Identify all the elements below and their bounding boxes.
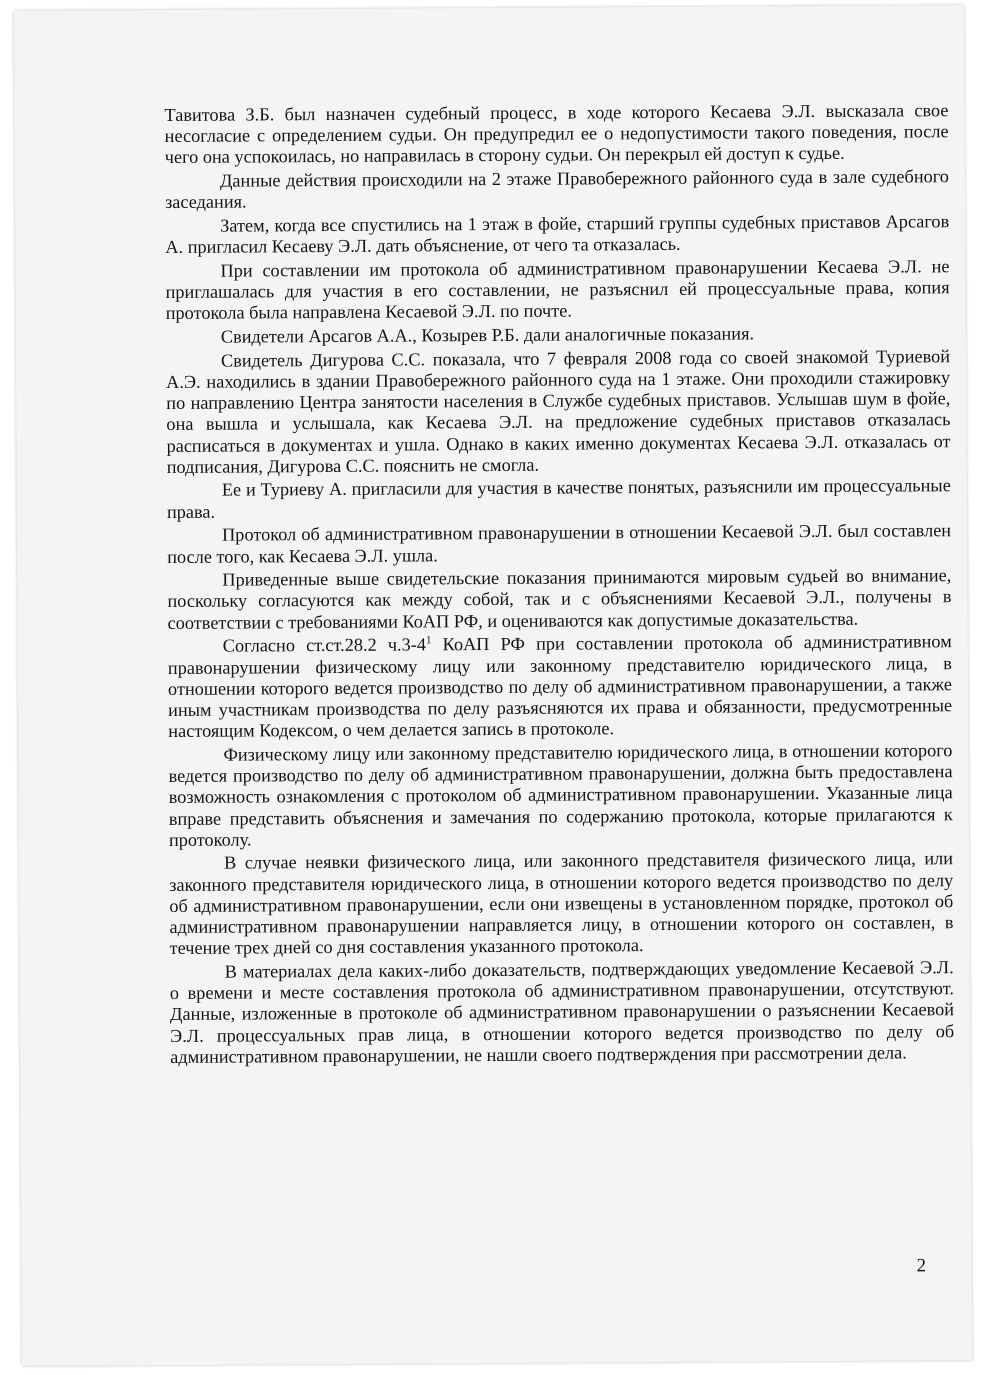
- paragraph-5: Свидетели Арсагов А.А., Козырев Р.Б. дали аналогичные показания.: [220, 323, 755, 347]
- paragraph-9: Приведенные выше свидетельские показания принимаются мировым судьей во внимание, поскольку согласуются как между собой, так и с объяснениями Кесаевой Э.Л., получены в соответствии с требованиями КоАП РФ, и оцениваются как допустимые доказательства.: [167, 565, 952, 633]
- paragraph-8: Протокол об административном правонарушении в отношении Кесаевой Э.Л. был составлен после того, как Кесаева Э.Л. ушла.: [167, 520, 952, 567]
- paragraph-1: Тавитова З.Б. был назначен судебный процесс, в ходе которого Кесаева Э.Л. высказала свое несогласие с определением судьи. Он предупредил ее о недопустимости такого поведения, после чего она успокоилась, но направилась в сторону судьи. Он перекрыл ей доступ к судье.: [164, 100, 949, 168]
- paragraph-13: В материалах дела каких-либо доказательств, подтверждающих уведомление Кесаевой Э.Л. о времени и месте составления протокола об административном правонарушении, отсутствуют. Данные, изложенные в протоколе об административном правонарушении о разъяснении Кесаевой Э.Л. процессуальных прав лица, в отношении которого ведется производство по делу об административном правонарушении, не нашли своего подтверждения при рассмотрении дела.: [169, 957, 955, 1067]
- paragraph-6: Свидетель Дигурова С.С. показала, что 7 февраля 2008 года со своей знакомой Туриевой А.Э. находились в здании Правобережного районного суда на 1 этаже. Они проходили стажировку по направлению Центра занятости населения в Службе судебных приставов. Услышав шум в фойе, она вышла и услышала, как Кесаева Э.Л. на предложение судебных приставов отказалась расписаться в документах и ушла. Однако в каких именно документах Кесаева Э.Л. отказалась от подписания, Дигурова С.С. пояснить не смогла.: [166, 345, 951, 477]
- article-text-before: Согласно ст.ст.28.2 ч.3-4: [222, 634, 427, 657]
- paragraph-article: [168, 632, 953, 743]
- paragraph-11: Физическому лицу или законному представителю юридического лица, в отношении которого ведется производство по делу об административном правонарушении, должна быть предоставлена возможность ознакомления с протоколом об административном правонарушении. Указанные лица вправе представить объяснения и замечания по содержанию протокола, которые прилагаются к протоколу.: [168, 740, 953, 850]
- paragraph-4: При составлении им протокола об административном правонарушении Кесаева Э.Л. не приглашалась для участия в его составлении, не разъяснил ей процессуальные права, копия протокола была направлена Кесаевой Э.Л. по почте.: [165, 256, 950, 324]
- paragraph-7: Ее и Туриеву А. пригласили для участия в качестве понятых, разъяснили им процессуальные права.: [166, 475, 951, 522]
- paragraph-2: Данные действия происходили на 2 этаже Правобережного районного суда в зале судебного заседания.: [164, 166, 949, 213]
- paragraph-12: В случае неявки физического лица, или законного представителя физического лица, или законного представителя юридического лица, в отношении которого ведется производство по делу об административном правонарушении, если они извещены в установленном порядке, протокол об административном правонарушении направляется лицу, в отношении которого он составлен, в течение трех дней со дня составления указанного протокола.: [169, 848, 954, 959]
- document-page: [14, 5, 972, 1366]
- document-body: [164, 100, 954, 1070]
- paragraph-3: Затем, когда все спустились на 1 этаж в фойе, старший группы судебных приставов Арсагов А. пригласил Кесаеву Э.Л. дать объяснение, от чего та отказалась.: [165, 211, 950, 258]
- article-superscript: 1: [425, 634, 432, 647]
- article-text-after: КоАП РФ при составлении протокола об административном правонарушении физическому лицу или законному представителю юридического лица, в отношении которого ведется производство по делу об административном правонарушении, а также иным участникам производства по делу разъясняются их права и обязанности, предусмотренные настоящим Кодексом, о чем делается запись в протоколе.: [167, 631, 953, 742]
- page-number: 2: [916, 1255, 927, 1277]
